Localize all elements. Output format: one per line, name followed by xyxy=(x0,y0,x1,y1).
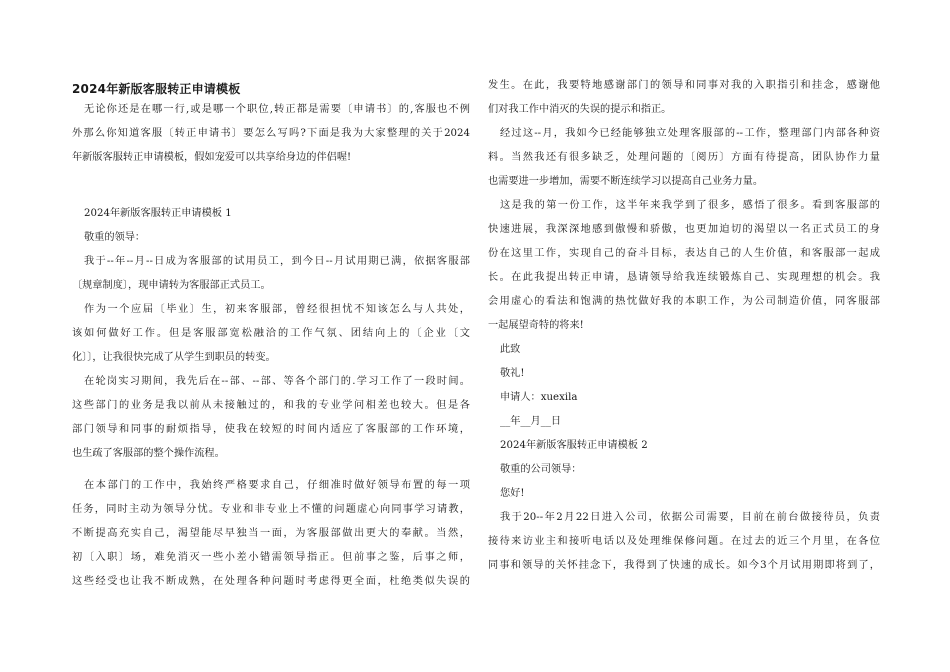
text-line: 无论你还是在哪一行,或是哪一个职位,转正都是需要〔申请书〕的,客服也不例 xyxy=(84,104,470,115)
text-line: 这是我的第一份工作，这半年来我学到了很多，感悟了很多。看到客服部的 xyxy=(500,200,880,211)
text-line: 不断提高充实自己，渴望能尽早独当一面，为客服部做出更大的奉献。当然， xyxy=(72,528,470,539)
text-line: 作为一个应届〔毕业〕生，初来客服部，曾经很担忧不知该怎么与人共处， xyxy=(84,304,470,315)
text-line: 我于--年--月--日成为客服部的试用员工，到今日--月试用期已满，依据客服部 xyxy=(84,256,470,267)
text-line: 我于20--年2月22日进入公司，依据公司需要，目前在前台做接待员，负责 xyxy=(500,512,880,523)
text-line: 快速进展，我深深地感到傲慢和骄傲，也更加迫切的渴望以一名正式员工的身 xyxy=(488,224,880,235)
text-line: 经过这--月，我如今已经能够独立处理客服部的--工作，整理部门内部各种资 xyxy=(500,128,880,139)
text-line: 同事和领导的关怀挂念下，我得到了快速的成长。如今3个月试用期即将到了， xyxy=(488,560,880,571)
text-line: 年新版客服转正申请模板，假如宠爱可以共享给身边的伴侣喔! xyxy=(72,152,352,163)
text-line: 敬重的领导： xyxy=(84,232,146,243)
text-line: 〔规章制度〕，现申请转为客服部正式员工。 xyxy=(72,280,271,291)
text-line: 此致 xyxy=(500,344,521,355)
text-line: 化〕〕，让我很快完成了从学生到职员的转变。 xyxy=(72,352,276,363)
text-line: 会用虚心的看法和饱满的热忱做好我的本职工作，为公司制造价值，同客服部 xyxy=(488,296,880,307)
text-line: 接待来访业主和接听电话以及处理维保修问题。在过去的近三个月里，在各位 xyxy=(488,536,880,547)
text-line: 您好! xyxy=(500,488,525,499)
text-line: 申请人：xuexila xyxy=(500,392,578,403)
text-line: 敬重的公司领导： xyxy=(500,464,582,475)
text-line: 敬礼! xyxy=(500,368,525,379)
text-line: 长。在此我提出转正申请，恳请领导给我连续锻炼自己、实现理想的机会。我 xyxy=(488,272,880,283)
text-line: 外那么你知道客服〔转正申请书〕要怎么写吗?下面是我为大家整理的关于2024 xyxy=(72,128,470,139)
text-line: 部门领导和同事的耐烦指导，使我在较短的时间内适应了客服部的工作环境， xyxy=(72,424,470,435)
text-line: 2024年新版客服转正申请模板 1 xyxy=(84,208,232,219)
text-line: 发生。在此，我要特地感谢部门的领导和同事对我的入职指引和挂念，感谢他 xyxy=(488,80,880,91)
text-line: 2024年新版客服转正申请模板 2 xyxy=(500,440,648,451)
text-line: __年__月__日 xyxy=(500,416,562,427)
text-line: 在轮岗实习期间，我先后在--部、--部、等各个部门的.学习工作了一段时间。 xyxy=(84,376,470,387)
document-title: 2024年新版客服转正申请模板 xyxy=(72,82,241,96)
text-line: 初〔入职〕场，难免消灭一些小差小错需领导指正。但前事之鉴，后事之师， xyxy=(72,552,470,563)
text-line: 在本部门的工作中，我始终严格要求自己，仔细准时做好领导布置的每一项 xyxy=(84,480,470,491)
text-line: 也需要进一步增加，需要不断连续学习以提高自己业务力量。 xyxy=(488,176,764,187)
text-line: 也生疏了客服部的整个操作流程。 xyxy=(72,448,225,459)
text-line: 们对我工作中消灭的失误的提示和指正。 xyxy=(488,104,672,115)
text-line: 该如何做好工作。但是客服部宽松融洽的工作气氛、团结向上的〔企业〔文 xyxy=(72,328,470,339)
text-line: 这些部门的业务是我以前从未接触过的，和我的专业学问相差也较大。但是各 xyxy=(72,400,470,411)
text-line: 一起展望奇特的将来! xyxy=(488,320,584,331)
text-line: 份在这里工作，实现自己的奋斗目标，表达自己的人生价值，和客服部一起成 xyxy=(488,248,880,259)
text-line: 任务，同时主动为领导分忧。专业和非专业上不懂的问题虚心向同事学习请教， xyxy=(72,504,470,515)
text-line: 这些经受也让我不断成熟，在处理各种问题时考虑得更全面，杜绝类似失误的 xyxy=(72,576,470,587)
text-line: 料。当然我还有很多缺乏，处理问题的〔阅历〕方面有待提高，团队协作力量 xyxy=(488,152,880,163)
